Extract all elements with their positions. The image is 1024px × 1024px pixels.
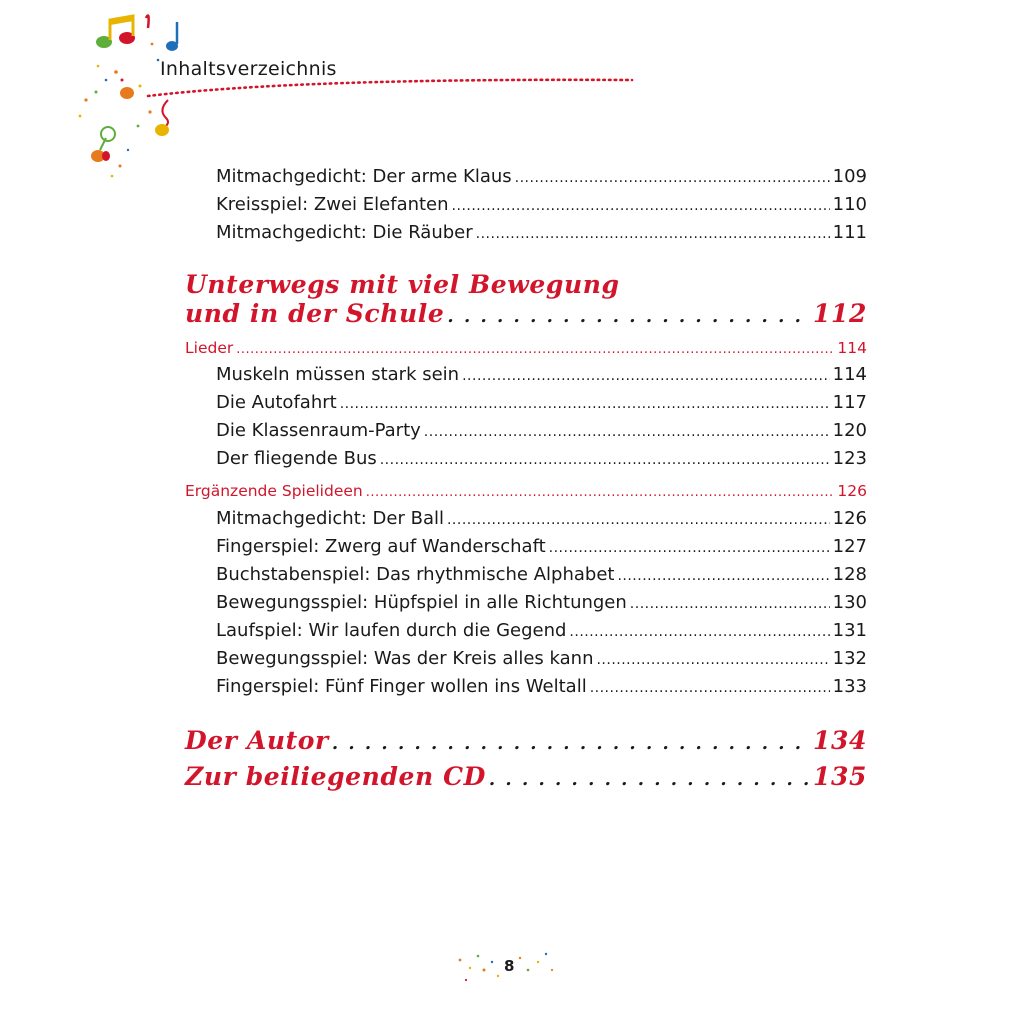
toc-entry[interactable] [185,448,867,469]
toc-entry-title: Mitmachgedicht: Die Räuber [216,222,473,243]
toc-leader [590,680,830,696]
toc-leader [366,485,835,500]
toc-leader [462,368,830,384]
confetti-icon [79,43,160,178]
toc-entry-title: Fingerspiel: Zwerg auf Wanderschaft [216,536,546,557]
toc-leader [452,198,830,214]
toc-entry[interactable] [185,222,867,243]
chapter-page: 112 [813,299,867,328]
toc-entry[interactable] [185,166,867,187]
toc-entry[interactable] [185,194,867,215]
toc-entry-title: Die Autofahrt [216,392,337,413]
section-title: Lieder [185,339,234,357]
toc-entry-page: 110 [832,194,867,215]
toc-entry-title: Buchstabenspiel: Das rhythmische Alphabet [216,564,615,585]
chapter-title: Der Autor [185,726,329,755]
page-number: 8 [504,957,515,975]
toc-leader [340,396,830,412]
toc-leader [549,540,830,556]
chapter-title-line2: und in der Schule [185,299,445,328]
toc-entry-title: Die Klassenraum-Party [216,420,421,441]
toc-entry-page: 114 [832,364,867,385]
toc-entry-page: 128 [832,564,867,585]
toc-entry[interactable] [185,508,867,529]
toc-entry-page: 131 [832,620,867,641]
toc-entry-title: Fingerspiel: Fünf Finger wollen ins Weltall [216,676,587,697]
toc-entry-title: Muskeln müssen stark sein [216,364,460,385]
toc-entry-page: 120 [832,420,867,441]
chapter-title-line1[interactable]: Unterwegs mit viel Bewegung [185,270,620,299]
toc-entry-page: 111 [832,222,867,243]
toc-entry-page: 130 [832,592,867,613]
chapter-page: 134 [813,726,867,755]
chapter-entry[interactable] [185,726,867,755]
toc-entry-title: Der fliegende Bus [216,448,377,469]
toc-entry[interactable] [185,536,867,557]
toc-leader [332,733,810,754]
toc-entry-page: 109 [832,166,867,187]
toc-leader [515,170,830,186]
toc-entry[interactable] [185,392,867,413]
toc-entry[interactable] [185,364,867,385]
toc-entry-page: 127 [832,536,867,557]
page-title: Inhaltsverzeichnis [160,58,337,80]
toc-leader [489,769,810,790]
toc-leader [447,306,810,327]
toc-entry[interactable] [185,420,867,441]
section-page: 126 [837,482,867,500]
section-page: 114 [837,339,867,357]
toc-leader [476,226,830,242]
toc-entry-page: 132 [832,648,867,669]
toc-entry[interactable] [185,648,867,669]
toc-entry-title: Kreisspiel: Zwei Elefanten [216,194,449,215]
toc-entry-page: 133 [832,676,867,697]
toc-entry[interactable] [185,564,867,585]
chapter-page: 135 [813,762,867,791]
toc-entry-title: Bewegungsspiel: Hüpfspiel in alle Richtungen [216,592,627,613]
toc-entry-page: 117 [832,392,867,413]
toc-leader [617,568,829,584]
section-entry[interactable] [185,339,867,357]
toc-entry-title: Mitmachgedicht: Der arme Klaus [216,166,512,187]
toc-leader [596,652,829,668]
toc-entry-page: 123 [832,448,867,469]
toc-leader [424,424,830,440]
toc-entry-title: Bewegungsspiel: Was der Kreis alles kann [216,648,594,669]
toc-entry[interactable] [185,676,867,697]
toc-leader [236,342,834,357]
music-notes-icon [91,16,178,162]
toc-entry-title: Laufspiel: Wir laufen durch die Gegend [216,620,567,641]
section-entry[interactable] [185,482,867,500]
toc-leader [380,452,830,468]
toc-leader [630,596,830,612]
toc-entry[interactable] [185,620,867,641]
toc-entry-title: Mitmachgedicht: Der Ball [216,508,444,529]
section-title: Ergänzende Spielideen [185,482,363,500]
chapter-title: Zur beiliegenden CD [185,762,486,791]
toc-leader [569,624,829,640]
header-underline [148,80,632,96]
toc-entry[interactable] [185,592,867,613]
chapter-entry[interactable] [185,299,867,328]
toc-leader [447,512,830,528]
toc-entry-page: 126 [832,508,867,529]
chapter-entry[interactable] [185,762,867,791]
